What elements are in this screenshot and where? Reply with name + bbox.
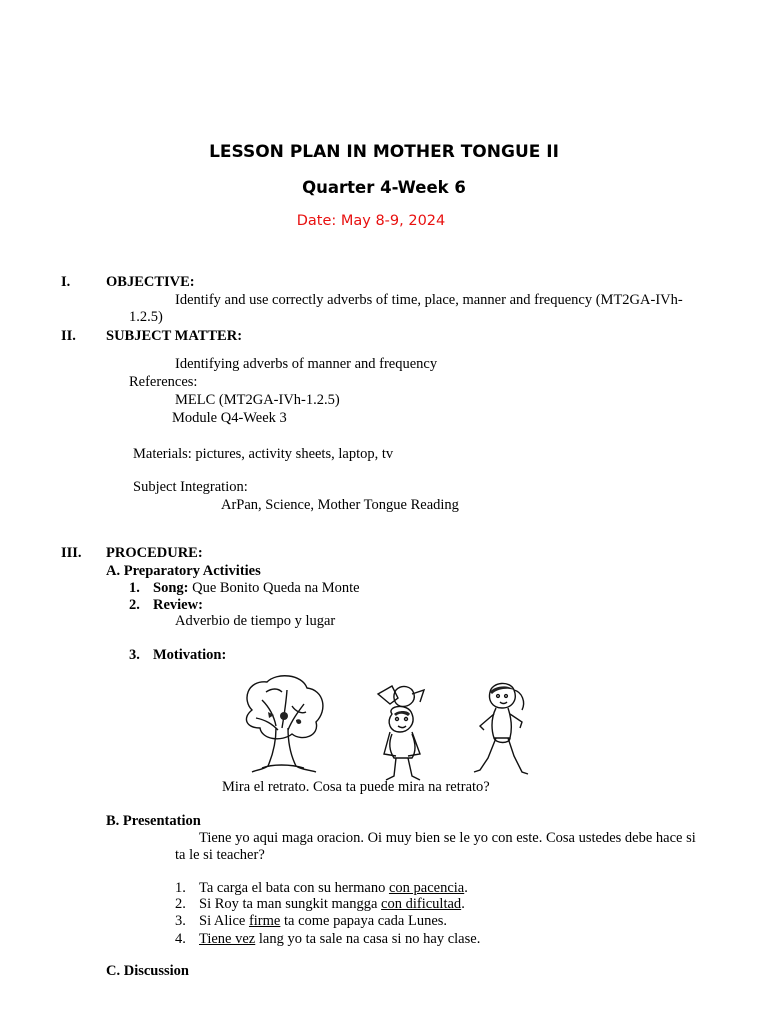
presentation-line1: Tiene yo aqui maga oracion. Oi muy bien se le yo con este. Cosa ustedes debe hace si: [199, 830, 696, 846]
review-label: Review:: [153, 597, 203, 613]
procedure-heading: PROCEDURE:: [106, 545, 203, 561]
review-number: 2.: [129, 597, 140, 613]
materials-line: Materials: pictures, activity sheets, laptop, tv: [133, 446, 394, 462]
sentence-adverb: con pacencia: [388, 880, 465, 896]
song-line: [153, 580, 360, 597]
sentence-number: 2.: [175, 896, 186, 912]
integration-label: Subject Integration:: [133, 479, 248, 495]
sentence-number: 1.: [175, 880, 186, 896]
quarter-label: Quarter 4-Week 6: [302, 178, 466, 197]
sentence-adverb: firme: [248, 913, 281, 929]
boy-carrying-child-illustration: [368, 684, 438, 784]
references-label: References:: [129, 374, 198, 390]
song-label: Song:: [153, 580, 189, 596]
review-value: Adverbio de tiempo y lugar: [175, 613, 336, 629]
tree-illustration: [232, 670, 332, 776]
running-girl-illustration: [470, 680, 532, 782]
presentation-line2: ta le si teacher?: [175, 847, 265, 863]
page-title: LESSON PLAN IN MOTHER TONGUE II: [209, 142, 559, 162]
sentence-text-end: .: [464, 880, 468, 896]
sentence-number: 3.: [175, 913, 186, 929]
subject-matter-numeral: II.: [61, 328, 76, 344]
procedure-numeral: III.: [61, 545, 82, 561]
sentence-text-end: ta come papaya cada Lunes.: [280, 913, 448, 929]
song-value: Que Bonito Queda na Monte: [188, 580, 360, 596]
subject-topic: Identifying adverbs of manner and frequency: [175, 356, 438, 372]
sentence-text: Ta carga el bata con su hermano: [199, 880, 389, 896]
objective-text-line1: Identify and use correctly adverbs of time, place, manner and frequency (MT2GA-IVh-: [175, 292, 683, 308]
sentence-text: Si Roy ta man sungkit mangga: [199, 896, 382, 912]
sentence-text-end: .: [461, 896, 465, 912]
date-label: Date: May 8-9, 2024: [296, 213, 446, 229]
reference-module: Module Q4-Week 3: [172, 410, 287, 426]
subject-matter-heading: SUBJECT MATTER:: [106, 328, 243, 344]
section-b-heading: B. Presentation: [106, 813, 201, 829]
sentence-number: 4.: [175, 931, 186, 947]
sentence-item: [199, 880, 468, 897]
objective-text-line2: 1.2.5): [129, 309, 163, 325]
sentence-text: Si Alice: [199, 913, 249, 929]
sentence-item: [199, 896, 465, 913]
sentence-text-end: lang yo ta sale na casa si no hay clase.: [255, 931, 481, 947]
section-c-heading: C. Discussion: [106, 963, 189, 979]
song-number: 1.: [129, 580, 140, 596]
picture-caption: Mira el retrato. Cosa ta puede mira na retrato?: [222, 779, 490, 795]
sentence-adverb: con dificultad: [381, 896, 462, 912]
reference-melc: MELC (MT2GA-IVh-1.2.5): [175, 392, 340, 408]
section-a-heading: A. Preparatory Activities: [106, 563, 261, 579]
motivation-number: 3.: [129, 647, 140, 663]
sentence-item: [199, 931, 480, 948]
objective-heading: OBJECTIVE:: [106, 274, 195, 290]
sentence-adverb: Tiene vez: [199, 931, 256, 947]
motivation-label: Motivation:: [153, 647, 227, 663]
sentence-item: [199, 913, 447, 930]
objective-numeral: I.: [61, 274, 71, 290]
integration-value: ArPan, Science, Mother Tongue Reading: [221, 497, 459, 513]
